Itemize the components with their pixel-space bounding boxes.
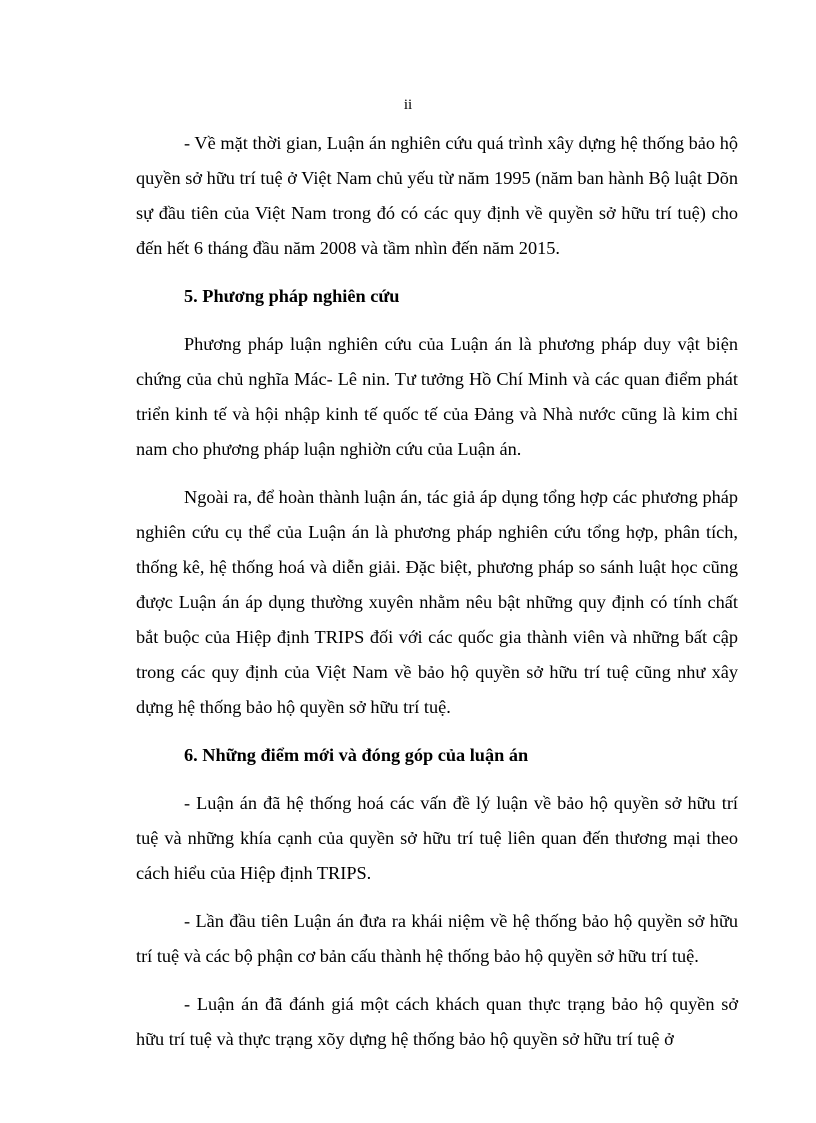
paragraph-methodology: Phương pháp luận nghiên cứu của Luận án là phương pháp duy vật biện chứng của chủ nghĩa Mác- Lê nin. Tư tưởng Hồ Chí Minh và các quan điểm phát triển kinh tế và hội nhập kinh tế quốc tế của Đảng và Nhà nước cũng là kim chỉ nam cho phương pháp luận nghiờn cứu của Luận án. [136,334,738,459]
paragraph-methods: Ngoài ra, để hoàn thành luận án, tác giả áp dụng tổng hợp các phương pháp nghiên cứu cụ thể của Luận án là phương pháp nghiên cứu tổng hợp, phân tích, thống kê, hệ thống hoá và diễn giải. Đặc biệt, phương pháp so sánh luật học cũng được Luận án áp dụng thường xuyên nhằm nêu bật những quy định có tính chất bắt buộc của Hiệp định TRIPS đối với các quốc gia thành viên và những bất cập trong các quy định của Việt Nam về bảo hộ quyền sở hữu trí tuệ cũng như xây dựng hệ thống bảo hộ quyền sở hữu trí tuệ. [136,487,738,717]
paragraph-contribution-1: - Luận án đã hệ thống hoá các vấn đề lý luận về bảo hộ quyền sở hữu trí tuệ và những khía cạnh của quyền sở hữu trí tuệ liên quan đến thương mại theo cách hiểu của Hiệp định TRIPS. [136,793,738,883]
section-heading-5: 5. Phương pháp nghiên cứu [184,286,400,306]
paragraph-contribution-3: - Luận án đã đánh giá một cách khách quan thực trạng bảo hộ quyền sở hữu trí tuệ và thực trạng xõy dựng hệ thống bảo hộ quyền sở hữu trí tuệ ở [136,994,738,1049]
section-heading-6: 6. Những điểm mới và đóng góp của luận án [184,745,529,765]
page-body [136,126,738,1070]
paragraph-time-scope: - Về mặt thời gian, Luận án nghiên cứu quá trình xây dựng hệ thống bảo hộ quyền sở hữu trí tuệ ở Việt Nam chủ yếu từ năm 1995 (năm ban hành Bộ luật Dõn sự đầu tiên của Việt Nam trong đó có các quy định về quyền sở hữu trí tuệ) cho đến hết 6 tháng đầu năm 2008 và tầm nhìn đến năm 2015. [136,133,738,258]
paragraph-contribution-2: - Lần đầu tiên Luận án đưa ra khái niệm về hệ thống bảo hộ quyền sở hữu trí tuệ và các bộ phận cơ bản cấu thành hệ thống bảo hộ quyền sở hữu trí tuệ. [136,911,738,966]
page-number: ii [403,97,413,113]
